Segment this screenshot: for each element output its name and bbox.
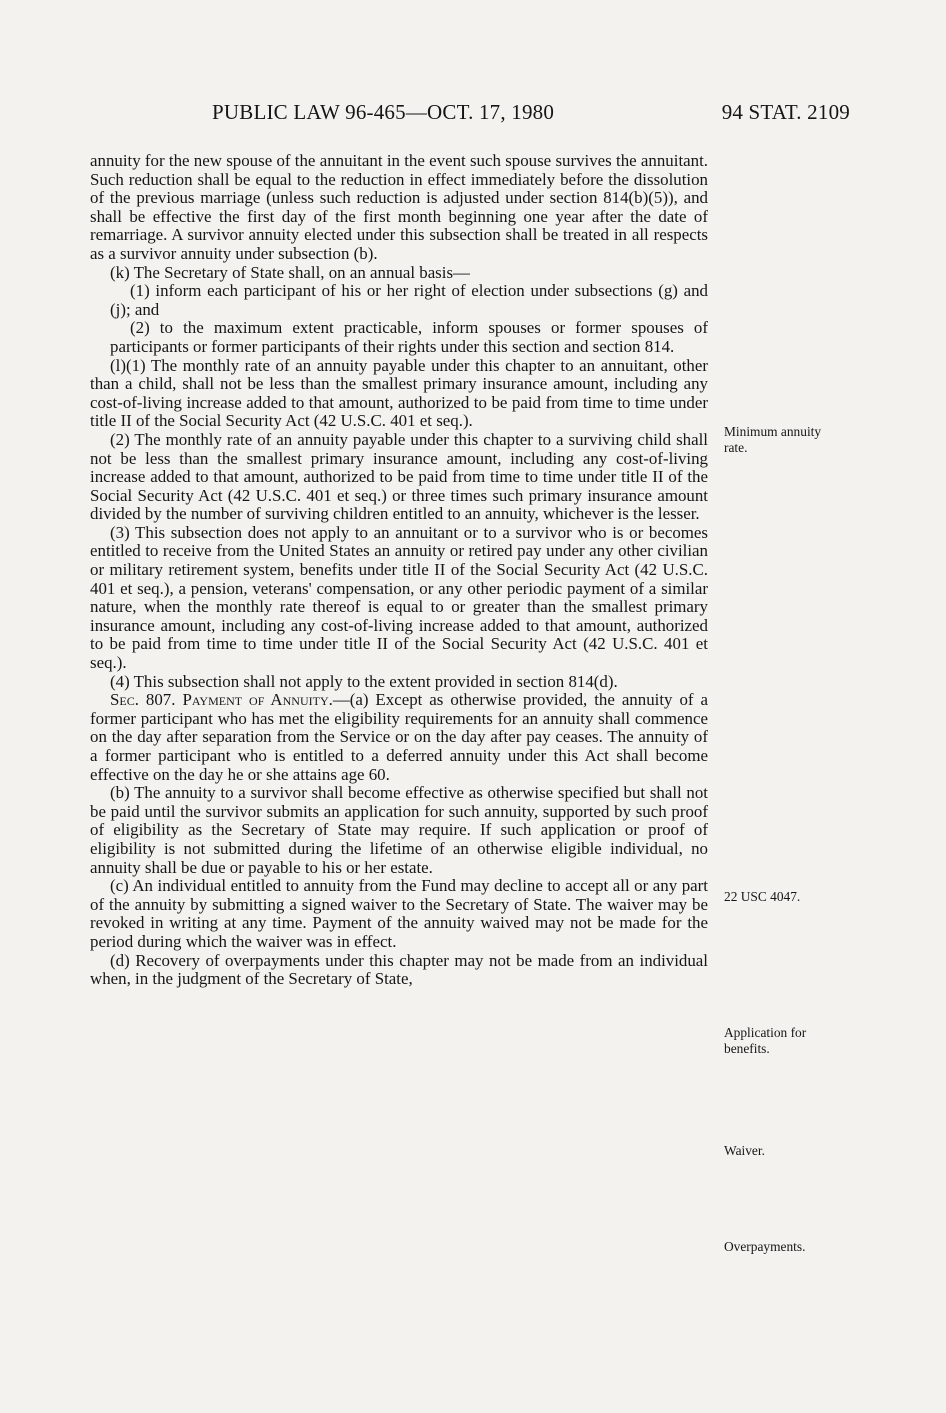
- statute-paragraph: [90, 784, 708, 877]
- margin-note-overpayments: Overpayments.: [724, 1239, 806, 1254]
- statute-paragraph: [90, 691, 708, 784]
- statute-paragraph: [90, 282, 708, 319]
- paragraph-text: (l)(1) The monthly rate of an annuity payable under this chapter to an annuitant, other than a child, shall not be less than the smallest primary insurance amount, including any cost-of-living increase added to that amount, authorized to be paid from time to time under title II of the Social Security Act (42 U.S.C. 401 et seq.).: [90, 355, 708, 431]
- statute-paragraph: [90, 524, 708, 673]
- paragraph-text: (2) to the maximum extent practicable, inform spouses or former spouses of participants or former participants of their rights under this section and section 814.: [110, 318, 708, 356]
- section-heading: Sec. 807. Payment of Annuity.: [110, 690, 333, 710]
- statute-paragraph: [90, 431, 708, 524]
- paragraph-text: (1) inform each participant of his or her right of election under subsections (g) and (j); and: [110, 281, 708, 319]
- statute-paragraph: [90, 152, 708, 264]
- page-header: [90, 100, 850, 130]
- paragraph-text: (2) The monthly rate of an annuity payable under this chapter to a surviving child shall not be less than the smallest primary insurance amount, including any cost-of-living increase added to that amount, authorized to be paid from time to time under title II of the Social Security Act (42 U.S.C. 401 et seq.) or three times such primary insurance amount divided by the number of surviving children entitled to an annuity, whichever is the lesser.: [90, 429, 708, 524]
- stat-page-number: 94 STAT. 2109: [721, 100, 850, 124]
- statute-paragraph: [90, 673, 708, 692]
- paragraph-text: (d) Recovery of overpayments under this chapter may not be made from an individual when, in the judgment of the Secretary of State,: [90, 950, 708, 989]
- paragraph-text: (b) The annuity to a survivor shall become effective as otherwise specified but shall not be paid until the survivor submits an application for such annuity, supported by such proof of eligibility as the Secretary of State may require. If such application or proof of eligibility is not submitted during the lifetime of an otherwise eligible individual, no annuity shall be due or payable to his or her estate.: [90, 783, 708, 877]
- paragraph-text: (c) An individual entitled to annuity from the Fund may decline to accept all or any part of the annuity by submitting a signed waiver to the Secretary of State. The waiver may be revoked in writing at any time. Payment of the annuity waived may not be made for the period during which the waiver was in effect.: [90, 876, 708, 951]
- paragraph-text: (3) This subsection does not apply to an annuitant or to a survivor who is or becomes entitled to receive from the United States an annuity or retired pay under any other civilian or military retirement system, benefits under title II of the Social Security Act (42 U.S.C. 401 et seq.), a pension, veterans' compensation, or any other periodic payment of a similar nature, when the monthly rate thereof is equal to or greater than the smallest primary insurance amount, including any cost-of-living increase added to that amount, authorized to be paid from time to time under title II of the Social Security Act (42 U.S.C. 401 et seq.).: [90, 522, 708, 673]
- statute-paragraph: [90, 877, 708, 951]
- statute-body-text: [90, 152, 708, 989]
- public-law-citation: PUBLIC LAW 96-465—OCT. 17, 1980: [212, 100, 555, 124]
- margin-note-usc-reference: 22 USC 4047.: [724, 889, 801, 904]
- statute-paragraph: [90, 264, 708, 283]
- paragraph-text: annuity for the new spouse of the annuitant in the event such spouse survives the annuitant. Such reduction shall be equal to the reduction in effect immediately before the dissolution of the previous marriage (unless such reduction is adjusted under section 814(b)(5)), and shall be effective the first day of the first month beginning one year after the date of remarriage. A survivor annuity elected under this subsection shall be treated in all respects as a survivor annuity under subsection (b).: [90, 151, 708, 263]
- margin-note-waiver: Waiver.: [724, 1143, 765, 1158]
- paragraph-text: (4) This subsection shall not apply to the extent provided in section 814(d).: [110, 671, 618, 691]
- margin-note-application-for-benefits: Application for benefits.: [724, 1025, 807, 1056]
- statute-paragraph: [90, 952, 708, 989]
- margin-note-minimum-annuity-rate: Minimum annuity rate.: [724, 424, 822, 455]
- statute-paragraph: [90, 357, 708, 431]
- paragraph-text: (k) The Secretary of State shall, on an annual basis—: [110, 262, 470, 282]
- statute-paragraph: [90, 319, 708, 356]
- paragraph-text: —(a) Except as otherwise provided, the annuity of a former participant who has met the eligibility requirements for an annuity shall commence on the day after separation from the Service or on the day after pay ceases. The annuity of a former participant who is entitled to a deferred annuity under this Act shall become effective on the day he or she attains age 60.: [90, 690, 708, 784]
